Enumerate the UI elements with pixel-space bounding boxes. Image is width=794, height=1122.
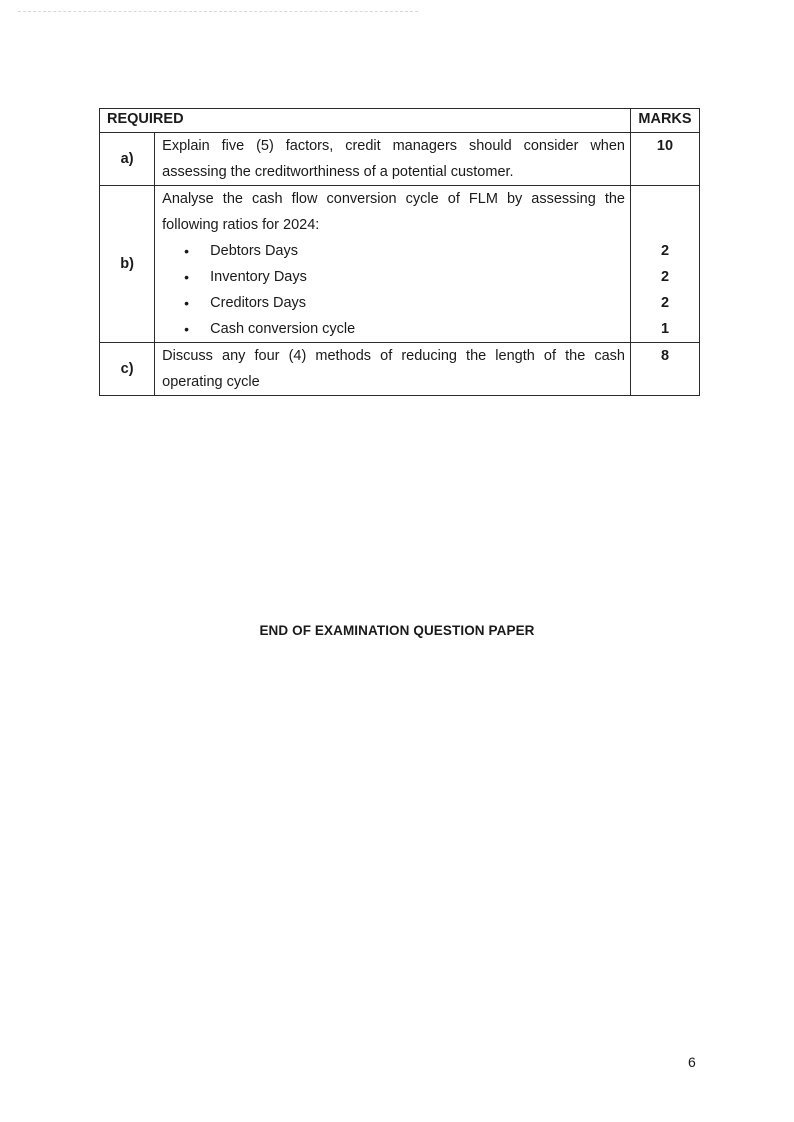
bullet-icon: • [184, 269, 190, 285]
header-marks: MARKS [631, 109, 700, 133]
scan-artifact-line [18, 11, 418, 13]
marks-a: 10 [631, 133, 700, 186]
list-item [162, 264, 625, 290]
bullet-text-cash-conversion-cycle: Cash conversion cycle [210, 321, 356, 337]
question-c-text [155, 343, 631, 396]
bullet-icon: • [184, 295, 190, 311]
marks-b [631, 186, 700, 343]
marks-inventory-days: 2 [660, 269, 670, 285]
question-c-line-1: Discuss any four (4) methods of reducing the length of the cash [162, 348, 625, 364]
table-header-row [100, 109, 700, 133]
end-of-paper-note: END OF EXAMINATION QUESTION PAPER [259, 623, 535, 638]
question-b-line-1: Analyse the cash flow conversion cycle of FLM by assessing the [162, 191, 625, 207]
question-b-text [155, 186, 631, 343]
marks-c: 8 [631, 343, 700, 396]
row-label-c: c) [100, 343, 155, 396]
question-a-line-2: assessing the creditworthiness of a potential customer. [162, 164, 514, 180]
required-marks-table [99, 108, 700, 396]
bullet-icon: • [184, 321, 190, 337]
marks-creditors-days: 2 [660, 295, 670, 311]
ratio-bullet-list [162, 238, 625, 342]
bullet-text-inventory-days: Inventory Days [210, 269, 307, 285]
header-required: REQUIRED [100, 109, 631, 133]
bullet-icon: • [184, 243, 190, 259]
question-a-line-1: Explain five (5) factors, credit managers should consider when [162, 138, 625, 154]
question-a-text [155, 133, 631, 186]
bullet-text-debtors-days: Debtors Days [210, 243, 298, 259]
row-label-a: a) [100, 133, 155, 186]
table-row-c [100, 343, 700, 396]
marks-cash-conversion-cycle: 1 [660, 321, 670, 337]
page-number: 6 [688, 1054, 696, 1070]
table-row-b [100, 186, 700, 343]
list-item [162, 238, 625, 264]
table-row-a [100, 133, 700, 186]
marks-debtors-days: 2 [660, 243, 670, 259]
list-item [162, 316, 625, 342]
question-b-line-2: following ratios for 2024: [162, 217, 320, 233]
question-c-line-2: operating cycle [162, 374, 260, 390]
row-label-b: b) [100, 186, 155, 343]
list-item [162, 290, 625, 316]
bullet-text-creditors-days: Creditors Days [210, 295, 307, 311]
